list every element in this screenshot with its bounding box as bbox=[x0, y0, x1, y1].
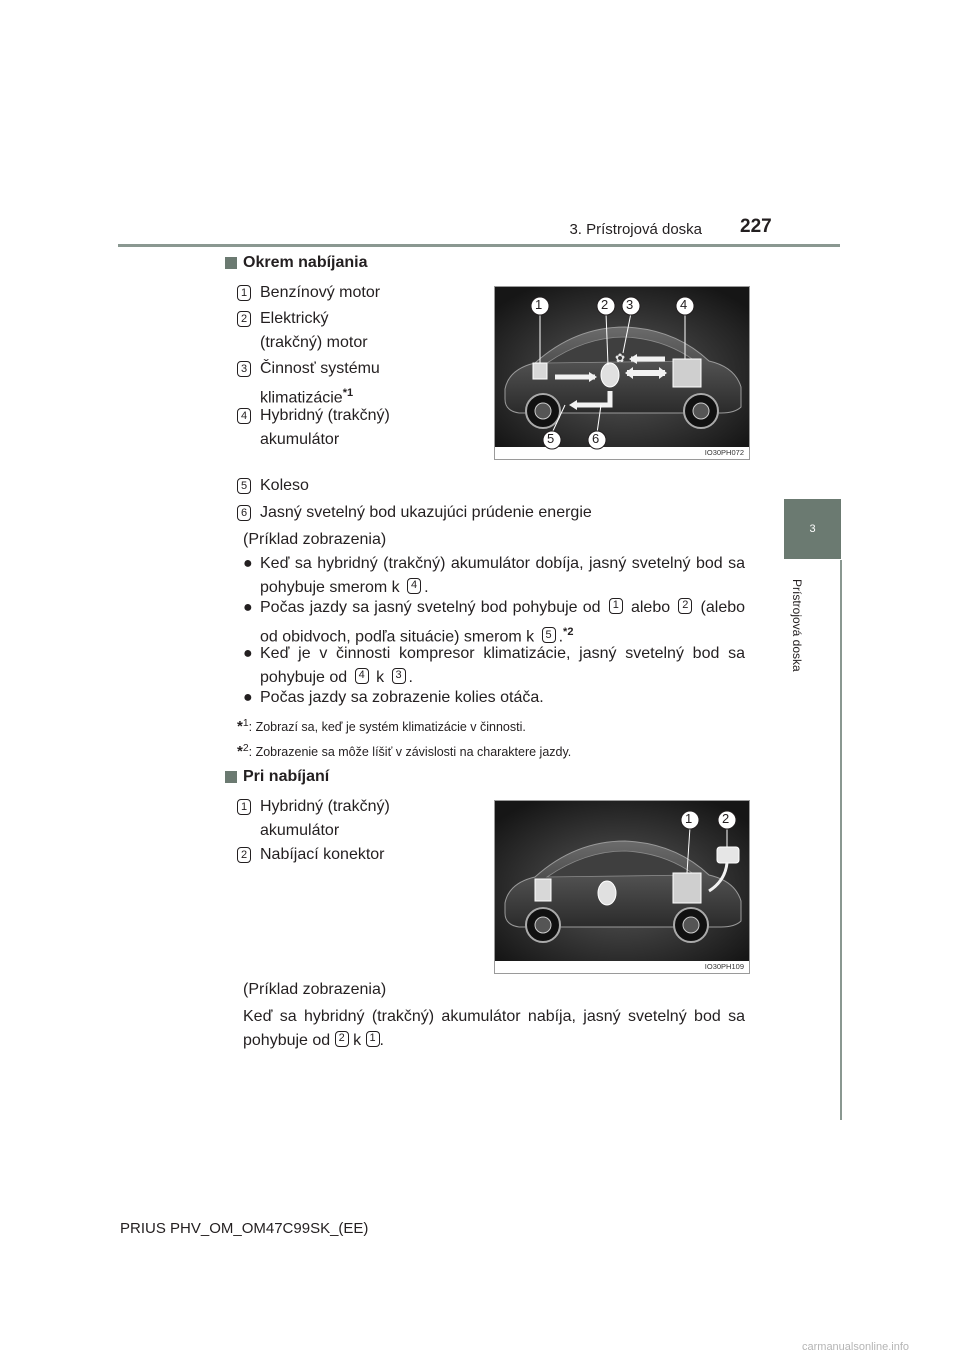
bullet-charging: ● Keď sa hybridný (trakčný) akumulátor dobíja, jasný svetelný bod sa pohybuje smerom k 4 . bbox=[243, 552, 745, 600]
page-number: 227 bbox=[740, 216, 772, 237]
bullet-text-b: alebo bbox=[630, 599, 671, 616]
legend2-item-2 bbox=[237, 843, 385, 867]
chapter-tab-line bbox=[840, 560, 842, 1120]
legend-line2: akumulátor bbox=[260, 822, 340, 839]
callout-number: 4 bbox=[237, 408, 251, 424]
callout-number: 5 bbox=[237, 478, 251, 494]
callout-5: 5 bbox=[547, 431, 555, 446]
legend-item-6 bbox=[237, 501, 592, 525]
callout-4: 4 bbox=[680, 297, 688, 312]
figure-code: IO30PH072 bbox=[704, 448, 744, 457]
bullet-wheels bbox=[243, 686, 745, 710]
bullet-driving: ● Počas jazdy sa jasný svetelný bod pohybuje od 1 alebo 2 (alebo od obidvoch, podľa situácie) smerom k 5 .$^{*2}$ bbox=[243, 596, 745, 649]
inline-callout-ref: 5 bbox=[542, 627, 556, 643]
legend-item-text: Benzínový motor bbox=[260, 284, 381, 301]
footnote-1 bbox=[237, 716, 526, 735]
callout-number: 1 bbox=[237, 285, 251, 301]
inline-callout-ref: 4 bbox=[407, 578, 421, 594]
section-heading-text: Pri nabíjaní bbox=[243, 768, 330, 785]
legend-item-text: Nabíjací konektor bbox=[260, 846, 385, 863]
legend-line2: akumulátor bbox=[260, 431, 340, 448]
legend-item-4 bbox=[237, 404, 390, 452]
callout-number: 2 bbox=[237, 847, 251, 863]
watermark: carmanualsonline.info bbox=[802, 1341, 910, 1353]
legend-item-2 bbox=[237, 307, 368, 355]
section-heading-okrem-nabijania bbox=[225, 254, 368, 272]
inline-callout-ref: 2 bbox=[335, 1031, 349, 1047]
footnote-2 bbox=[237, 741, 571, 760]
legend-item-3 bbox=[237, 357, 380, 410]
legend-item-text bbox=[260, 307, 368, 355]
legend-item-text bbox=[260, 404, 390, 452]
callout-number: 6 bbox=[237, 505, 251, 521]
bullet-text-a: Počas jazdy sa jasný svetelný bod pohybuje od bbox=[260, 599, 601, 616]
legend-line1: Hybridný (trakčný) bbox=[260, 798, 390, 815]
callout-3: 3 bbox=[626, 297, 634, 312]
example-note: (Príklad zobrazenia) bbox=[243, 531, 387, 548]
callout-number: 1 bbox=[237, 799, 251, 815]
inline-callout-ref: 3 bbox=[392, 668, 406, 684]
bullet-text-c: (alebo od obidvoch, podľa situácie) smerom k bbox=[260, 599, 746, 646]
chapter-tab[interactable]: 3 bbox=[784, 499, 841, 559]
header-section-title: 3. Prístrojová doska bbox=[569, 221, 702, 238]
callout-1: 1 bbox=[685, 811, 693, 826]
legend-item-text: Koleso bbox=[260, 477, 309, 494]
svg-text:✿: ✿ bbox=[615, 351, 626, 365]
callout-2: 2 bbox=[722, 811, 730, 826]
footnote-sup: 1 bbox=[242, 718, 249, 729]
legend-line2: klimatizácie bbox=[260, 389, 343, 407]
charging-illustration bbox=[494, 800, 750, 974]
paragraph-text-a: Keď sa hybridný (trakčný) akumulátor nabíja, jasný svetelný bod sa pohybuje od bbox=[243, 1008, 745, 1049]
callout-1: 1 bbox=[535, 297, 543, 312]
legend-line2: (trakčný) motor bbox=[260, 334, 368, 351]
figure-code: IO30PH109 bbox=[704, 962, 744, 971]
inline-callout-ref: 2 bbox=[678, 598, 692, 614]
section-heading-text: Okrem nabíjania bbox=[243, 254, 368, 271]
callout-number: 3 bbox=[237, 361, 251, 377]
paragraph-text-b: k bbox=[353, 1032, 362, 1049]
energy-flow-drawing bbox=[495, 287, 749, 459]
bullet-text-b: k bbox=[376, 669, 385, 686]
footnote-star: * bbox=[237, 743, 243, 761]
legend-line1: Hybridný (trakčný) bbox=[260, 407, 390, 424]
example-note-2: (Príklad zobrazenia) bbox=[243, 981, 387, 998]
bullet-text: Keď sa hybridný (trakčný) akumulátor dobíja, jasný svetelný bod sa pohybuje smerom k bbox=[260, 555, 745, 596]
legend2-item-1 bbox=[237, 795, 390, 843]
callout-6: 6 bbox=[592, 431, 600, 446]
section-heading-pri-nabijani bbox=[225, 768, 329, 786]
bullet-dot-icon: ● bbox=[243, 645, 253, 662]
footnote-ref: *1 bbox=[342, 387, 354, 399]
footnote-sup: 2 bbox=[242, 743, 249, 754]
inline-callout-ref: 4 bbox=[355, 668, 369, 684]
document-code: PRIUS PHV_OM_OM47C99SK_(EE) bbox=[120, 1220, 369, 1237]
footnote-text: : Zobrazenie sa môže líšiť v závislosti na charaktere jazdy. bbox=[248, 745, 572, 760]
energy-flow-illustration bbox=[494, 286, 750, 460]
heading-square-icon bbox=[225, 257, 237, 269]
charging-paragraph: Keď sa hybridný (trakčný) akumulátor nabíja, jasný svetelný bod sa pohybuje od 2 k 1 . bbox=[243, 1008, 745, 1049]
legend-line1: Činnosť systému bbox=[260, 360, 380, 377]
inline-callout-ref: 1 bbox=[366, 1031, 380, 1047]
callout-2: 2 bbox=[601, 297, 609, 312]
heading-square-icon bbox=[225, 771, 237, 783]
header-divider bbox=[118, 244, 840, 247]
bullet-dot-icon: ● bbox=[243, 555, 253, 572]
legend-item-1 bbox=[237, 281, 380, 305]
chapter-tab-label: Prístrojová doska bbox=[790, 578, 804, 672]
legend-item-5 bbox=[237, 474, 309, 498]
inline-callout-ref: 1 bbox=[609, 598, 623, 614]
legend-line1: Elektrický bbox=[260, 310, 329, 327]
bullet-dot-icon: ● bbox=[243, 689, 253, 706]
footnote-ref: *2 bbox=[563, 626, 574, 638]
callout-number: 2 bbox=[237, 311, 251, 327]
legend-item-text: Jasný svetelný bod ukazujúci prúdenie energie bbox=[260, 504, 592, 521]
footnote-star: * bbox=[237, 718, 243, 736]
legend-item-text bbox=[260, 357, 380, 410]
bullet-compressor: ● Keď je v činnosti kompresor klimatizácie, jasný svetelný bod sa pohybuje od 4 k 3 . bbox=[243, 642, 745, 690]
footnote-text: : Zobrazí sa, keď je systém klimatizácie v činnosti. bbox=[248, 720, 526, 735]
bullet-text: Počas jazdy sa zobrazenie kolies otáča. bbox=[260, 689, 544, 706]
charging-drawing bbox=[495, 801, 749, 973]
bullet-dot-icon: ● bbox=[243, 599, 253, 616]
legend-item-text bbox=[260, 795, 390, 843]
bullet-text-a: Keď je v činnosti kompresor klimatizácie, jasný svetelný bod sa pohybuje od bbox=[260, 645, 745, 686]
